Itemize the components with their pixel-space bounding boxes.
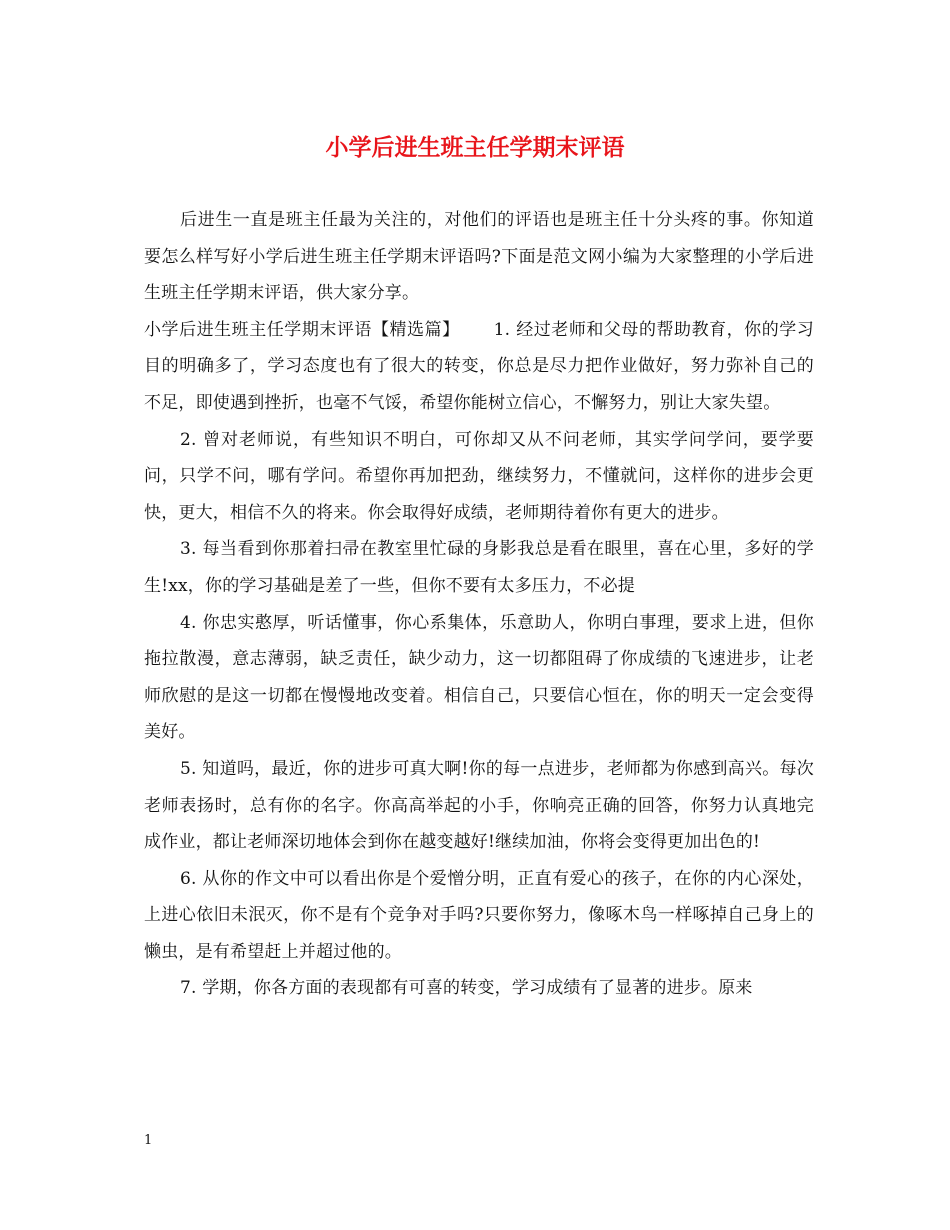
page-title: 小学后进生班主任学期末评语 bbox=[325, 134, 625, 161]
comment-item-7: 7. 学期，你各方面的表现都有可喜的转变，学习成绩有了显著的进步。原来 bbox=[180, 978, 753, 999]
comment-item-6: 6. 从你的作文中可以看出你是个爱憎分明，正直有爱心的孩子，在你的内心深处，上进心依旧未泯灭，你不是有个竞争对手吗?只要你努力，像啄木鸟一样啄掉自己身上的懒虫，是有希望赶上并超过他的。 bbox=[144, 868, 814, 962]
comment-item-4: 4. 你忠实憨厚，听话懂事，你心系集体，乐意助人，你明白事理，要求上进，但你拖拉散漫，意志薄弱，缺乏责任，缺少动力，这一切都阻碍了你成绩的飞速进步，让老师欣慰的是这一切都在慢慢地改变着。相信自己，只要信心恒在，你的明天一定会变得美好。 bbox=[144, 612, 814, 743]
intro-paragraph: 后进生一直是班主任最为关注的，对他们的评语也是班主任十分头疼的事。你知道要怎么样写好小学后进生班主任学期末评语吗?下面是范文网小编为大家整理的小学后进生班主任学期末评语，供大家分享。 bbox=[144, 210, 814, 304]
section-paragraph bbox=[144, 312, 814, 422]
document-body bbox=[144, 202, 814, 1007]
section-label: 小学后进生班主任学期末评语【精选篇】 bbox=[144, 319, 460, 340]
comment-item-5: 5. 知道吗，最近，你的进步可真大啊!你的每一点进步，老师都为你感到高兴。每次老师表扬时，总有你的名字。你高高举起的小手，你响亮正确的回答，你努力认真地完成作业，都让老师深切地体会到你在越变越好!继续加油，你将会变得更加出色的! bbox=[144, 758, 814, 853]
page-number: 1 bbox=[144, 1133, 153, 1148]
comment-item-2: 2. 曾对老师说，有些知识不明白，可你却又从不问老师，其实学问学问，要学要问，只学不问，哪有学问。希望你再加把劲，继续努力，不懂就问，这样你的进步会更快，更大，相信不久的将来。你会取得好成绩，老师期待着你有更大的进步。 bbox=[144, 429, 814, 523]
comment-item-3: 3. 每当看到你那着扫帚在教室里忙碌的身影我总是看在眼里，喜在心里，多好的学生!xx，你的学习基础是差了一些，但你不要有太多压力，不必提 bbox=[144, 539, 814, 596]
comment-item-1: 1. 经过老师和父母的帮助教育，你的学习目的明确多了，学习态度也有了很大的转变，你总是尽力把作业做好，努力弥补自己的不足，即使遇到挫折，也毫不气馁，希望你能树立信心，不懈努力，别让大家失望。 bbox=[144, 319, 814, 413]
